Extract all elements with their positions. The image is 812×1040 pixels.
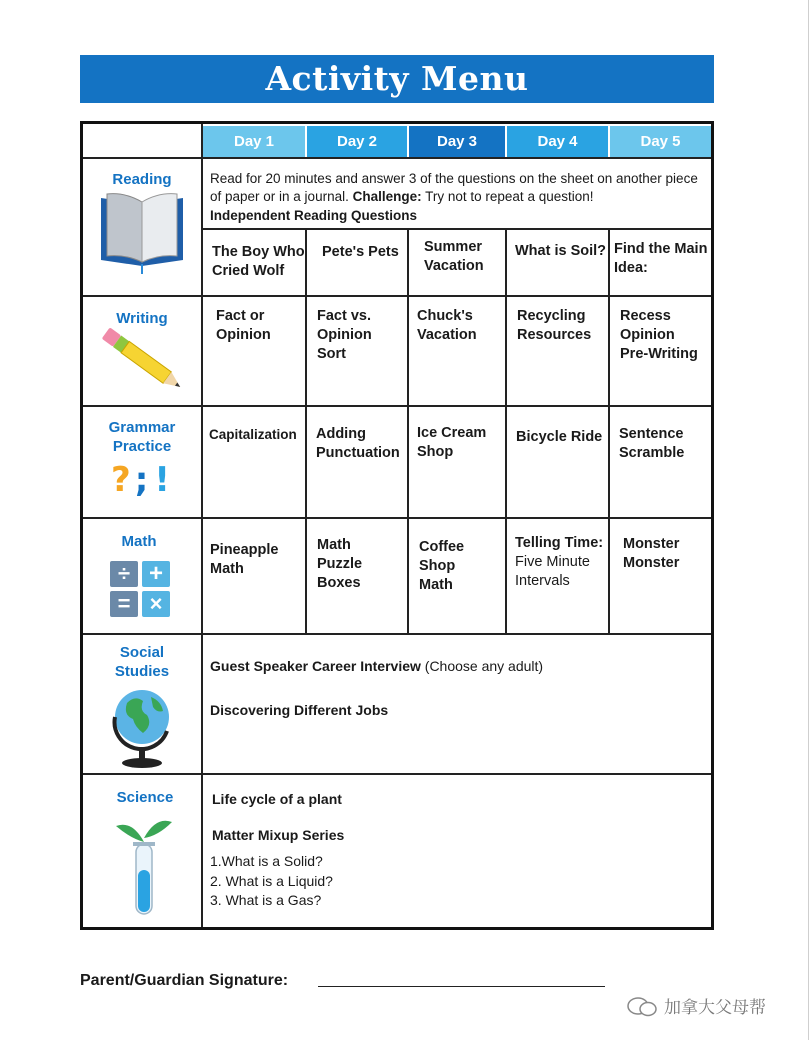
cell-line: Idea: [614,260,648,276]
cell-line: Puzzle [317,556,363,572]
cell-line: Math [317,537,351,553]
cell-line: Shop [417,444,454,460]
reading-instructions [210,170,706,206]
reading-instructions-text: Read for 20 minutes and answer 3 of the questions on the sheet on another piece of paper or in a journal. [210,171,698,204]
grid-line [83,773,711,775]
page-edge-rule [808,0,809,1040]
science-line1: Life cycle of a plant [212,791,342,807]
divide-icon: ÷ [110,561,138,587]
subject-math: Math [121,533,157,550]
cell-line: The Boy Who [212,244,305,260]
grid-line [83,517,711,519]
cell-line: Boxes [317,575,361,591]
writing-day1 [216,307,271,345]
cell-line: Math [419,577,453,593]
cell-line: Shop [419,558,456,574]
cell-line: Chuck's [417,308,473,324]
science-line2: Matter Mixup Series [212,827,345,843]
grid-line [505,228,507,633]
watermark-text: 加拿大父母帮 [664,998,766,1017]
question-mark-icon: ? [111,460,131,500]
subject-line: Grammar [108,419,176,436]
reading-subheading: Independent Reading Questions [210,208,418,223]
grid-line [407,228,409,633]
cell-line: Monster [623,536,680,552]
grammar-day4 [516,428,602,447]
science-list [210,852,333,911]
exclamation-icon: ! [154,460,170,500]
math-operators-icon [110,561,172,617]
cell-line: Cried Wolf [212,263,285,279]
grid-line [608,228,610,633]
writing-day4 [517,307,591,345]
cell-line: Opinion [317,327,372,343]
grid-line [83,295,711,297]
subject-grammar [83,418,201,456]
day-header-4: Day 4 [507,126,608,157]
math-day2 [317,536,362,593]
reading-day3 [424,238,484,276]
cell-line: Five Minute [515,554,590,570]
cell-line: Ice Cream [417,425,487,441]
cell-line: Adding [316,426,366,442]
semicolon-icon: ; [134,460,149,500]
subject-reading: Reading [112,171,172,188]
plus-icon: + [142,561,170,587]
times-icon: × [142,591,170,617]
reading-day2 [322,243,399,262]
subject-science: Science [116,789,174,806]
cell-line: Vacation [424,258,484,274]
globe-icon [109,681,175,771]
cell-line: Pre-Writing [620,346,698,362]
cell-line: Fact vs. [317,308,371,324]
cell-line: Resources [517,327,592,343]
grid-line [83,405,711,407]
cell-line: Math [210,561,244,577]
signature-label: Parent/Guardian Signature: [80,972,289,989]
social-line1 [210,657,543,675]
cell-line: Monster [623,555,680,571]
reading-day4 [515,242,606,261]
math-day1 [210,541,279,579]
list-item: 2. What is a Liquid? [210,872,333,889]
cell-line: Punctuation [316,445,400,461]
challenge-text: Try not to repeat a question! [425,189,594,204]
writing-day5 [620,307,698,364]
activity-grid [80,121,714,930]
cell-line: Pete's Pets [322,244,399,260]
cell-line: Recycling [517,308,586,324]
subject-writing: Writing [116,310,168,327]
cell-line: Fact or [216,308,265,324]
cell-line: Find the Main [614,241,708,257]
equals-icon: = [110,591,138,617]
grid-line [83,633,711,635]
cell-line: What is Soil? [515,243,607,259]
cell-line: Capitalization [209,427,297,442]
grammar-day3 [417,424,486,462]
day-header-2: Day 2 [307,126,407,157]
cell-line: Sort [317,346,346,362]
cell-line: Pineapple [210,542,279,558]
writing-day2 [317,307,372,364]
punctuation-icon [111,460,170,500]
subject-line: Practice [112,438,172,455]
grammar-day2 [316,425,400,463]
cell-line: Bicycle Ride [516,429,603,445]
grammar-day1 [209,425,297,444]
page-title: Activity Menu [80,55,714,103]
social-line1-rest: (Choose any adult) [420,658,544,674]
day-header-5: Day 5 [610,126,711,157]
day-header-1: Day 1 [203,126,305,157]
cell-line: Opinion [216,327,271,343]
cell-line: Summer [424,239,483,255]
cell-line: Recess [620,308,671,324]
social-line1-bold: Guest Speaker Career Interview [210,658,421,674]
day-header-3: Day 3 [409,126,505,157]
writing-day3 [417,307,477,345]
subject-line: Studies [114,663,170,680]
grid-line [83,157,711,159]
cell-line: Intervals [515,573,570,589]
math-day5 [623,535,679,573]
social-line2: Discovering Different Jobs [210,702,389,718]
reading-day1 [212,243,305,281]
math-day4 [515,534,603,591]
test-tube-plant-icon [114,812,174,918]
pencil-icon [93,320,193,400]
cell-line: Sentence [619,426,684,442]
cell-line: Coffee [419,539,465,555]
grammar-day5 [619,425,684,463]
cell-line: Scramble [619,445,685,461]
cell-line: Vacation [417,327,477,343]
reading-day5 [614,240,707,278]
grid-line [305,228,307,633]
list-item: 1.What is a Solid? [210,853,323,869]
list-item: 3. What is a Gas? [210,892,322,908]
signature-line[interactable] [318,986,605,987]
challenge-label: Challenge: [352,189,422,204]
math-day3 [419,538,464,595]
cell-line: Opinion [620,327,675,343]
subject-social-studies [83,643,201,681]
book-icon [95,190,189,274]
subject-line: Social [119,644,165,661]
wechat-icon [626,996,658,1018]
grid-line [201,228,711,230]
cell-line: Telling Time: [515,535,604,551]
